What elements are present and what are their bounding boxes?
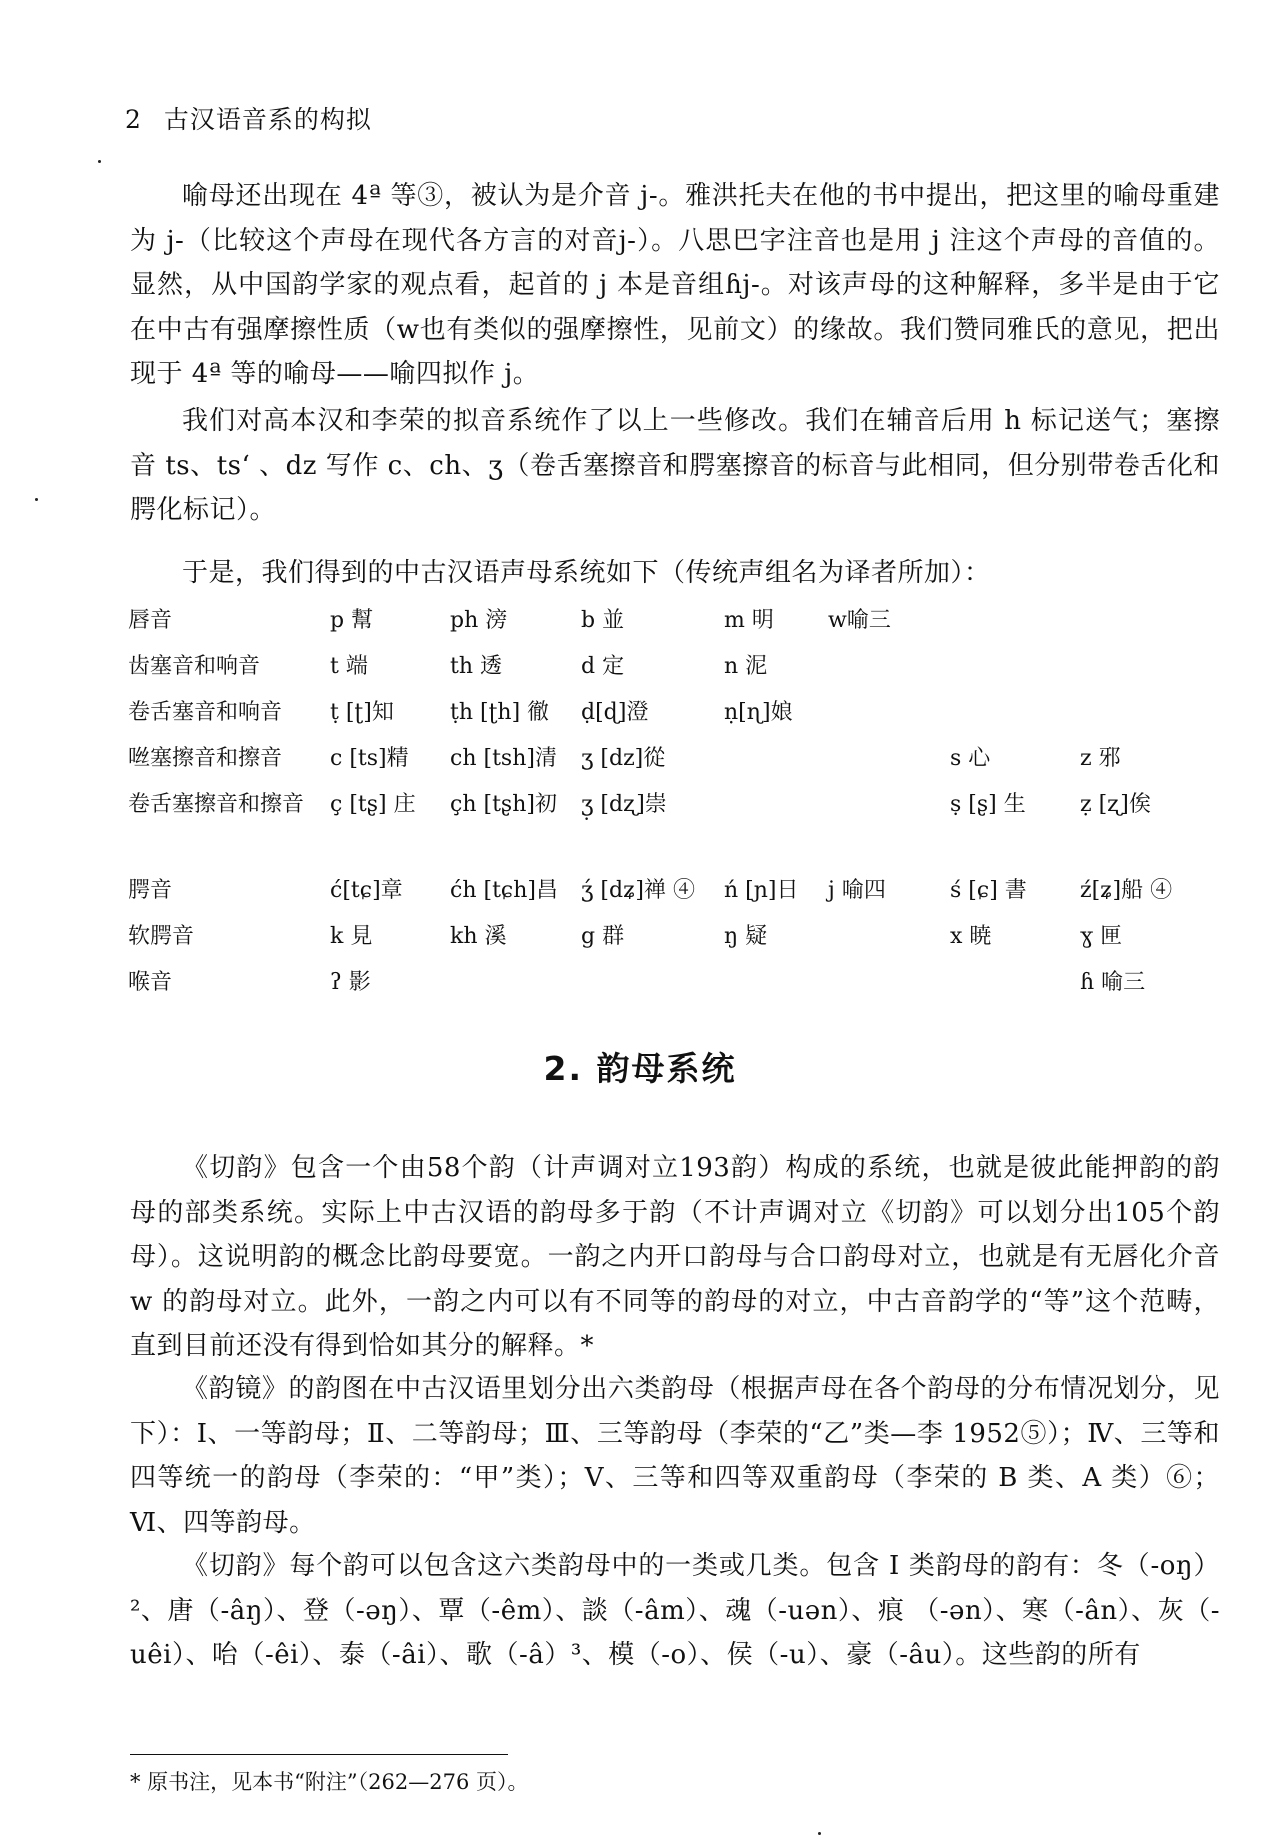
table-cell: ṇ[ɳ]娘 (724, 699, 793, 725)
table-cell (828, 779, 950, 825)
table-cell: c [ts]精 (330, 745, 409, 771)
table-cell: çh [tʂh]初 (450, 791, 557, 817)
table-cell (450, 825, 581, 865)
table-cell: ṭh [ʈh] 徹 (450, 699, 550, 725)
table-cell: ṣ [ʂ] 生 (950, 791, 1026, 817)
table-cell: b 並 (581, 607, 625, 633)
table-cell: ʔ 影 (330, 969, 371, 995)
table-row (128, 595, 1190, 641)
table-cell (950, 825, 1080, 865)
header-title: 古汉语音系的构拟 (163, 105, 372, 134)
table-cell: ɣ 匣 (1080, 923, 1123, 949)
table-cell: ć[tɕ]章 (330, 877, 403, 903)
table-cell (950, 641, 1080, 687)
scan-speck (35, 498, 38, 501)
table-cell (1080, 595, 1190, 641)
table-cell (828, 641, 950, 687)
table-cell (828, 687, 950, 733)
table-cell: ɦ 喻三 (1080, 969, 1146, 995)
table-cell: ch [tsh]清 (450, 745, 557, 771)
table-cell (828, 825, 950, 865)
table-cell (950, 957, 1080, 1003)
table-cell (828, 957, 950, 1003)
table-row (128, 911, 1190, 957)
row-label: 卷舌塞音和响音 (128, 699, 283, 725)
paragraph-yunjing-classes: 《韵镜》的韵图在中古汉语里划分出六类韵母（根据声母在各个韵母的分布情况划分，见下）：Ⅰ、一等韵母；Ⅱ、二等韵母；Ⅲ、三等韵母（李荣的“乙”类—李 1952⑤）；Ⅳ、三等和四等统一的韵母（李荣的：“甲”类）；Ⅴ、三等和四等双重韵母（李荣的 B 类、A 类）⑥；Ⅵ、四等韵母。 (130, 1374, 1220, 1538)
table-row (128, 733, 1190, 779)
table-cell: n 泥 (724, 653, 768, 679)
row-label: 齿塞音和响音 (128, 653, 261, 679)
table-cell (724, 957, 828, 1003)
footnote: * 原书注，见本书“附注”（262—276 页）。 (130, 1770, 529, 1794)
table-cell (950, 595, 1080, 641)
row-label: 喉音 (128, 969, 173, 995)
table-cell: ʒ́ [dʑ]禅 ④ (581, 877, 695, 903)
running-header (125, 100, 372, 136)
table-cell (828, 733, 950, 779)
table-cell: ś [ɕ] 書 (950, 877, 1027, 903)
table-cell (1080, 687, 1190, 733)
table-cell (330, 825, 450, 865)
table-cell: ç [tʂ] 庄 (330, 791, 416, 817)
table-cell: p 幫 (330, 607, 374, 633)
table-cell: ʒ̣ [dʐ]崇 (581, 791, 667, 817)
table-row (128, 957, 1190, 1003)
table-cell (1080, 825, 1190, 865)
row-label: 软腭音 (128, 923, 195, 949)
table-cell: k 見 (330, 923, 373, 949)
row-label: 腭音 (128, 877, 173, 903)
table-cell: g 群 (581, 923, 625, 949)
table-cell: ph 滂 (450, 607, 508, 633)
table-row (128, 641, 1190, 687)
table-cell: ŋ 疑 (724, 923, 768, 949)
initials-table (128, 595, 1190, 1003)
section-title: 2. 韵母系统 (543, 1049, 737, 1088)
table-cell: ćh [tɕh]昌 (450, 877, 558, 903)
table-row (128, 779, 1190, 825)
footnote-rule (130, 1754, 508, 1755)
table-cell (724, 733, 828, 779)
table-cell: ṭ [ʈ]知 (330, 699, 394, 725)
row-label: 卷舌塞擦音和擦音 (128, 791, 305, 817)
table-cell: ʒ [dz]從 (581, 745, 666, 771)
table-row (128, 687, 1190, 733)
row-label (128, 825, 330, 865)
table-cell: x 暁 (950, 923, 992, 949)
table-cell: z 邪 (1080, 745, 1121, 771)
table-cell: t 端 (330, 653, 368, 679)
table-cell: d 定 (581, 653, 625, 679)
table-cell (581, 957, 724, 1003)
table-cell: th 透 (450, 653, 503, 679)
table-cell (724, 779, 828, 825)
table-cell: m 明 (724, 607, 774, 633)
page-number: 2 (125, 105, 142, 134)
table-cell: ḍ[ɖ]澄 (581, 699, 649, 725)
table-cell: s 心 (950, 745, 991, 771)
table-cell: kh 溪 (450, 923, 507, 949)
table-cell: ń [ɲ]日 (724, 877, 799, 903)
table-cell (724, 825, 828, 865)
scan-speck (98, 160, 101, 163)
table-cell: ź[ʑ]船 ④ (1080, 877, 1173, 903)
table-cell (950, 687, 1080, 733)
paragraph-qieyun-system: 《切韵》包含一个由58个韵（计声调对立193韵）构成的系统，也就是彼此能押韵的韵母的部类系统。实际上中古汉语的韵母多于韵（不计声调对立《切韵》可以划分出105个韵母）。这说明韵的概念比韵母要宽。一韵之内开口韵母与合口韵母对立，也就是有无唇化介音 w 的韵母对立。此外，一韵之内可以有不同等的韵母的对立，中古音韵学的“等”这个范畴，直到目前还没有得到恰如其分的解释。* (130, 1153, 1220, 1361)
table-cell: j 喻四 (828, 877, 886, 903)
table-cell: w喻三 (828, 607, 891, 633)
paragraph-modifications: 我们对高本汉和李荣的拟音系统作了以上一些修改。我们在辅音后用 h 标记送气；塞擦音 ts、tsʻ 、dz 写作 c、ch、ʒ（卷舌塞擦音和腭塞擦音的标音与此相同，但分别带卷舌化和腭化标记）。 (130, 406, 1220, 525)
scan-speck (818, 1832, 821, 1835)
table-cell: ẓ [ʐ]俟 (1080, 791, 1151, 817)
table-cell (581, 825, 724, 865)
paragraph-yu-initial: 喻母还出现在 4ª 等③，被认为是介音 j-。雅洪托夫在他的书中提出，把这里的喻母重建为 j-（比较这个声母在现代各方言的对音j-）。八思巴字注音也是用 j 注这个声母的音值的。显然，从中国韵学家的观点看，起首的 j 本是音组ɦj-。对该声母的这种解释，多半是由于它在中古有强摩擦性质（w也有类似的强摩擦性，见前文）的缘故。我们赞同雅氏的意见，把出现于 4ª 等的喻母——喻四拟作 j。 (130, 181, 1220, 389)
table-cell (450, 957, 581, 1003)
table-row (128, 825, 1190, 865)
paragraph-rhyme-classes: 《切韵》每个韵可以包含这六类韵母中的一类或几类。包含 I 类韵母的韵有：冬（-oŋ）²、唐（-âŋ）、登（-əŋ）、覃（-êm）、談（-âm）、魂（-uən）、痕 （-ən）、寒（-ân）、灰（-uêi）、咍（-êi）、泰（-âi）、歌（-â）³、模（-o）、侯（-u）、豪（-âu）。这些韵的所有 (130, 1551, 1220, 1670)
table-cell (828, 911, 950, 957)
row-label: 唇音 (128, 607, 173, 633)
row-label: 咝塞擦音和擦音 (128, 745, 283, 771)
paragraph-table-intro: 于是，我们得到的中古汉语声母系统如下（传统声组名为译者所加）： (182, 558, 991, 588)
table-cell (1080, 641, 1190, 687)
table-row (128, 865, 1190, 911)
